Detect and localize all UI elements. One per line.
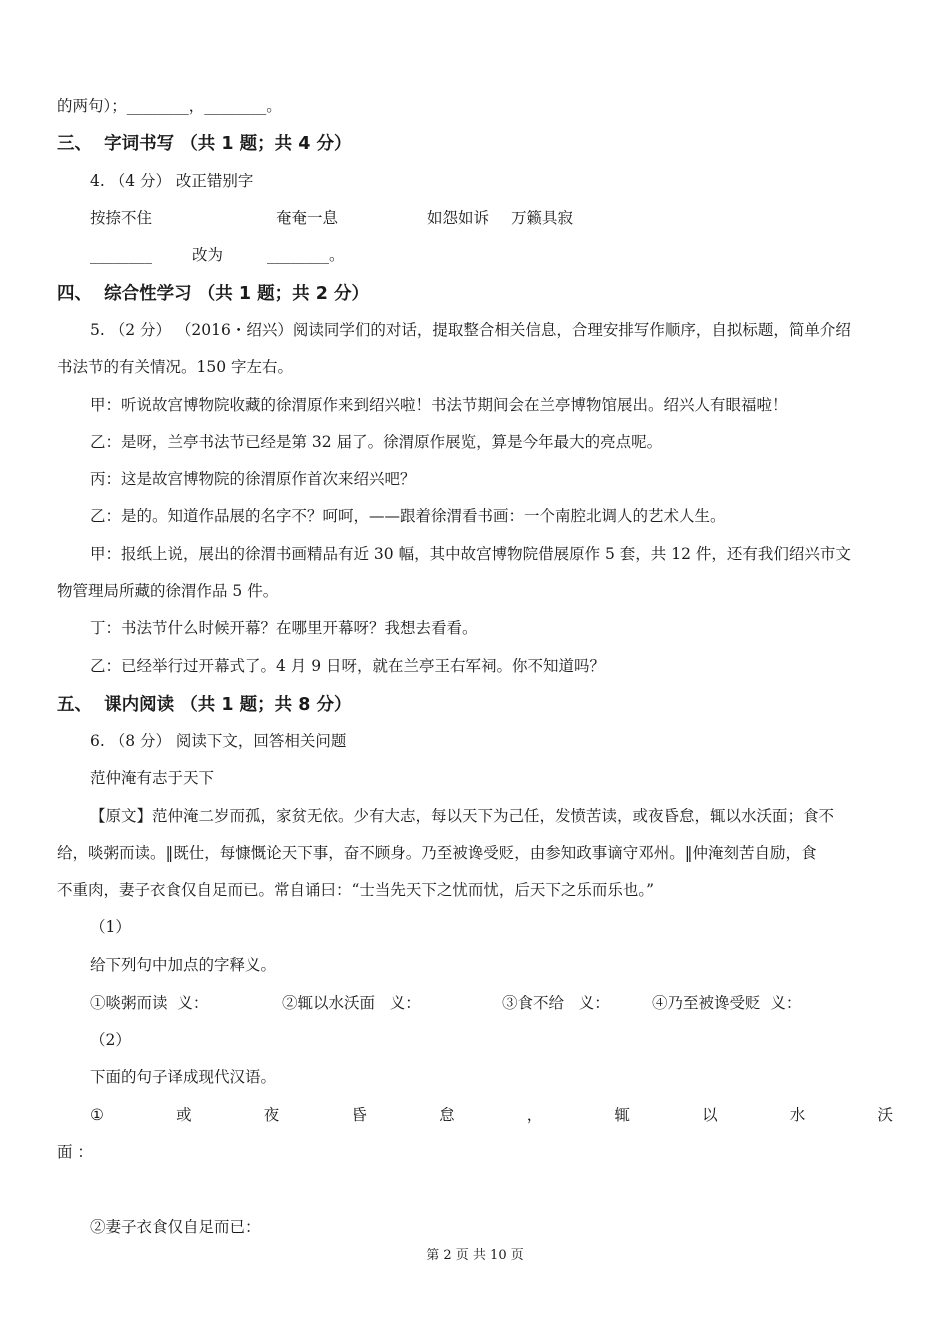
answer-blank-1: ________: [90, 246, 152, 264]
dialogue-line-4: 乙：是的。知道作品展的名字不？呵呵，——跟着徐渭看书画：一个南腔北调人的艺术人生。: [90, 507, 726, 525]
dialogue-line-2: 乙：是呀，兰亭书法节已经是第 32 届了。徐渭原作展览，算是今年最大的亮点呢。: [90, 433, 663, 451]
dialogue-line-7: 乙：已经举行过开幕式了。4 月 9 日呀，就在兰亭王右军祠。你不知道吗？: [90, 657, 606, 675]
question-5-line-1: 5. （2 分） （2016・绍兴）阅读同学们的对话，提取整合相关信息，合理安排写作顺序，自拟标题，简单介绍: [90, 321, 851, 339]
word-4: 万籁具寂: [511, 209, 574, 227]
section-four-heading: 四、 综合性学习 （共 1 题；共 2 分）: [57, 284, 369, 304]
section-three-heading: 三、 字词书写 （共 1 题；共 4 分）: [57, 134, 352, 154]
sentence-char: 怠: [439, 1106, 455, 1124]
sentence-char: 以: [702, 1106, 718, 1124]
sentence-char: 或: [176, 1106, 192, 1124]
justified-sentence-row: [90, 1104, 893, 1126]
sub-question-2-item-2: ②妻子衣食仅自足而已：: [90, 1218, 261, 1236]
dialogue-line-6: 丁：书法节什么时候开幕？在哪里开幕呀？我想去看看。: [90, 619, 478, 637]
sentence-char: 水: [789, 1106, 806, 1124]
sentence-char: 辄: [614, 1106, 630, 1124]
word-1: 按捺不住: [90, 209, 153, 227]
section-five-heading: 五、 课内阅读 （共 1 题；共 8 分）: [57, 695, 352, 715]
passage-line-3: 不重肉，妻子衣食仅自足而已。常自诵曰：“士当先天下之忧而忧，后天下之乐而乐也。”: [57, 881, 655, 899]
change-to-label: 改为: [192, 246, 224, 264]
word-3: 如怨如诉: [427, 209, 490, 227]
sub-question-2-prompt: 下面的句子译成现代汉语。: [90, 1068, 277, 1086]
page-footer: 第 2 页 共 10 页: [426, 1248, 524, 1263]
sentence-char: 昏: [351, 1106, 367, 1124]
passage-line-2: 给，啖粥而读。‖既仕，每慷慨论天下事，奋不顾身。乃至被谗受贬，由参知政事谪守邓州。‖仲淹刻苦自励，食: [57, 844, 817, 862]
sentence-char: ①: [90, 1106, 104, 1124]
sub-question-1-label: （1）: [90, 918, 131, 936]
question-4-title: 4. （4 分） 改正错别字: [90, 172, 254, 190]
justified-sentence-end: 面 ：: [57, 1143, 93, 1161]
question-5-line-2: 书法节的有关情况。150 字左右。: [57, 358, 294, 376]
sentence-char: 沃: [877, 1106, 893, 1124]
dialogue-line-3: 丙：这是故宫博物院的徐渭原作首次来绍兴吧？: [90, 470, 416, 488]
sentence-char: 夜: [263, 1106, 280, 1124]
fill-blank-line: 的两句）；________，________。: [57, 97, 282, 115]
sub-question-1-prompt: 给下列句中加点的字释义。: [90, 956, 277, 974]
sub-question-1-item-2: ②辄以水沃面 义：: [282, 994, 421, 1012]
dialogue-line-1: 甲：听说故宫博物院收藏的徐渭原作来到绍兴啦！书法节期间会在兰亭博物馆展出。绍兴人有眼福啦！: [90, 396, 788, 414]
sub-question-2-label: （2）: [90, 1031, 131, 1049]
answer-blank-2: ________。: [267, 246, 345, 264]
question-6-title: 6. （8 分） 阅读下文，回答相关问题: [90, 732, 347, 750]
dialogue-line-5: 甲：报纸上说，展出的徐渭书画精品有近 30 幅，其中故宫博物院借展原作 5 套，共 12 件，还有我们绍兴市文: [90, 545, 851, 563]
dialogue-line-5-cont: 物管理局所藏的徐渭作品 5 件。: [57, 582, 279, 600]
sub-question-1-item-4: ④乃至被谗受贬 义：: [652, 994, 802, 1012]
passage-line-1: 【原文】范仲淹二岁而孤，家贫无依。少有大志，每以天下为己任，发愤苦读，或夜昏怠，辄以水沃面；食不: [90, 807, 835, 825]
sentence-char: ，: [526, 1106, 543, 1124]
word-2: 奄奄一息: [276, 209, 339, 227]
sub-question-1-item-1: ①啖粥而读 义：: [90, 994, 209, 1012]
passage-title: 范仲淹有志于天下: [90, 769, 215, 787]
sub-question-1-item-3: ③食不给 义：: [502, 994, 610, 1012]
